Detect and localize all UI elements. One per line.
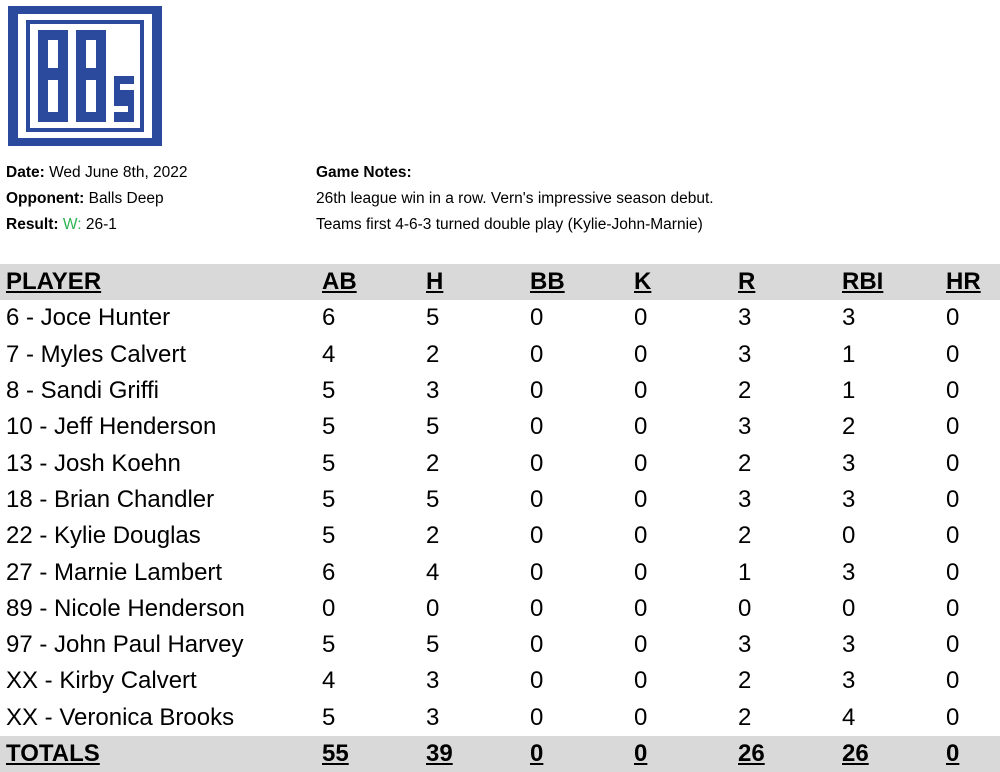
game-info bbox=[6, 160, 188, 238]
cell-hr: 0 bbox=[946, 522, 960, 550]
cell-bb: 0 bbox=[530, 558, 544, 586]
cell-ab: 5 bbox=[322, 377, 336, 405]
cell-player: 22 - Kylie Douglas bbox=[6, 522, 201, 550]
header-k: K bbox=[628, 264, 732, 300]
table-row bbox=[0, 373, 1000, 409]
box-score-table bbox=[0, 264, 1000, 772]
cell-hr: 0 bbox=[946, 449, 960, 477]
cell-k: 0 bbox=[634, 594, 648, 622]
cell-ab: 5 bbox=[322, 703, 336, 731]
cell-player: 97 - John Paul Harvey bbox=[6, 631, 244, 659]
cell-h: 2 bbox=[426, 522, 440, 550]
cell-ab: 55 bbox=[316, 736, 420, 772]
cell-ab: 5 bbox=[322, 522, 336, 550]
cell-bb: 0 bbox=[530, 485, 544, 513]
cell-rbi: 3 bbox=[842, 485, 856, 513]
cell-h: 3 bbox=[426, 667, 440, 695]
table-row bbox=[0, 518, 1000, 554]
cell-rbi: 3 bbox=[842, 304, 856, 332]
cell-k: 0 bbox=[634, 667, 648, 695]
opponent-line bbox=[6, 186, 188, 212]
cell-r: 2 bbox=[738, 522, 752, 550]
cell-bb: 0 bbox=[530, 631, 544, 659]
cell-player: 8 - Sandi Griffi bbox=[6, 377, 159, 405]
table-row bbox=[0, 300, 1000, 336]
table-row bbox=[0, 337, 1000, 373]
cell-r: 3 bbox=[738, 413, 752, 441]
cell-r: 0 bbox=[738, 594, 752, 622]
cell-k: 0 bbox=[634, 340, 648, 368]
cell-player: XX - Kirby Calvert bbox=[6, 667, 197, 695]
cell-r: 2 bbox=[738, 449, 752, 477]
cell-rbi: 1 bbox=[842, 340, 856, 368]
cell-r: 26 bbox=[732, 736, 836, 772]
cell-rbi: 3 bbox=[842, 631, 856, 659]
cell-bb: 0 bbox=[530, 340, 544, 368]
cell-k: 0 bbox=[628, 736, 732, 772]
cell-bb: 0 bbox=[530, 594, 544, 622]
cell-bb: 0 bbox=[530, 522, 544, 550]
cell-ab: 5 bbox=[322, 631, 336, 659]
cell-ab: 5 bbox=[322, 485, 336, 513]
cell-hr: 0 bbox=[946, 667, 960, 695]
cell-h: 5 bbox=[426, 413, 440, 441]
cell-hr: 0 bbox=[946, 304, 960, 332]
cell-bb: 0 bbox=[524, 736, 628, 772]
cell-ab: 6 bbox=[322, 304, 336, 332]
cell-rbi: 0 bbox=[842, 522, 856, 550]
opponent-value: Balls Deep bbox=[88, 190, 164, 207]
cell-k: 0 bbox=[634, 485, 648, 513]
cell-player: 27 - Marnie Lambert bbox=[6, 558, 223, 586]
date-value: Wed June 8th, 2022 bbox=[49, 164, 188, 181]
cell-k: 0 bbox=[634, 631, 648, 659]
cell-player: 6 - Joce Hunter bbox=[6, 304, 171, 332]
cell-rbi: 3 bbox=[842, 558, 856, 586]
cell-player: 18 - Brian Chandler bbox=[6, 485, 215, 513]
cell-h: 39 bbox=[420, 736, 524, 772]
header-rbi: RBI bbox=[836, 264, 940, 300]
game-note-line: Teams first 4-6-3 turned double play (Kylie-John-Marnie) bbox=[316, 216, 703, 233]
cell-k: 0 bbox=[634, 558, 648, 586]
cell-ab: 5 bbox=[322, 413, 336, 441]
cell-bb: 0 bbox=[530, 703, 544, 731]
cell-h: 4 bbox=[426, 558, 440, 586]
cell-k: 0 bbox=[634, 413, 648, 441]
cell-player: 7 - Myles Calvert bbox=[6, 340, 187, 368]
cell-hr: 0 bbox=[946, 485, 960, 513]
cell-bb: 0 bbox=[530, 449, 544, 477]
cell-ab: 4 bbox=[322, 340, 336, 368]
cell-player: 13 - Josh Koehn bbox=[6, 449, 181, 477]
cell-rbi: 2 bbox=[842, 413, 856, 441]
cell-ab: 6 bbox=[322, 558, 336, 586]
cell-h: 5 bbox=[426, 304, 440, 332]
table-row bbox=[0, 627, 1000, 663]
cell-k: 0 bbox=[634, 449, 648, 477]
cell-rbi: 26 bbox=[836, 736, 940, 772]
cell-ab: 0 bbox=[322, 594, 336, 622]
cell-h: 3 bbox=[426, 703, 440, 731]
88s-logo-icon bbox=[8, 6, 162, 146]
game-notes bbox=[316, 160, 714, 238]
cell-ab: 4 bbox=[322, 667, 336, 695]
cell-h: 3 bbox=[426, 377, 440, 405]
cell-r: 2 bbox=[738, 667, 752, 695]
header-ab: AB bbox=[316, 264, 420, 300]
cell-player: TOTALS bbox=[0, 736, 316, 772]
table-row bbox=[0, 554, 1000, 590]
header-h: H bbox=[420, 264, 524, 300]
cell-k: 0 bbox=[634, 304, 648, 332]
cell-r: 3 bbox=[738, 485, 752, 513]
cell-player: 89 - Nicole Henderson bbox=[6, 594, 245, 622]
cell-k: 0 bbox=[634, 377, 648, 405]
header-r: R bbox=[732, 264, 836, 300]
result-score: 26-1 bbox=[85, 216, 117, 233]
cell-bb: 0 bbox=[530, 413, 544, 441]
cell-hr: 0 bbox=[946, 340, 960, 368]
result-line bbox=[6, 212, 188, 238]
cell-rbi: 3 bbox=[842, 449, 856, 477]
cell-rbi: 3 bbox=[842, 667, 856, 695]
table-row bbox=[0, 663, 1000, 699]
cell-bb: 0 bbox=[530, 377, 544, 405]
header-row bbox=[0, 264, 1000, 300]
cell-bb: 0 bbox=[530, 304, 544, 332]
cell-r: 2 bbox=[738, 377, 752, 405]
cell-r: 3 bbox=[738, 340, 752, 368]
cell-r: 3 bbox=[738, 304, 752, 332]
table-row bbox=[0, 482, 1000, 518]
cell-h: 5 bbox=[426, 485, 440, 513]
cell-hr: 0 bbox=[946, 703, 960, 731]
date-line bbox=[6, 160, 188, 186]
result-label: Result: bbox=[6, 216, 59, 233]
cell-h: 2 bbox=[426, 449, 440, 477]
cell-rbi: 1 bbox=[842, 377, 856, 405]
cell-r: 1 bbox=[738, 558, 752, 586]
cell-k: 0 bbox=[634, 522, 648, 550]
table-row bbox=[0, 591, 1000, 627]
cell-rbi: 0 bbox=[842, 594, 856, 622]
result-outcome: W: bbox=[62, 216, 82, 233]
cell-player: 10 - Jeff Henderson bbox=[6, 413, 217, 441]
team-logo bbox=[8, 6, 162, 146]
cell-rbi: 4 bbox=[842, 703, 856, 731]
cell-h: 0 bbox=[426, 594, 440, 622]
opponent-label: Opponent: bbox=[6, 190, 85, 207]
game-note-line: 26th league win in a row. Vern's impressive season debut. bbox=[316, 190, 714, 207]
cell-hr: 0 bbox=[946, 558, 960, 586]
header-hr: HR bbox=[940, 264, 1000, 300]
cell-player: XX - Veronica Brooks bbox=[6, 703, 235, 731]
cell-hr: 0 bbox=[946, 413, 960, 441]
cell-hr: 0 bbox=[946, 377, 960, 405]
cell-bb: 0 bbox=[530, 667, 544, 695]
table-row bbox=[0, 445, 1000, 481]
cell-hr: 0 bbox=[946, 631, 960, 659]
header-bb: BB bbox=[524, 264, 628, 300]
table-row bbox=[0, 409, 1000, 445]
table-row bbox=[0, 700, 1000, 736]
cell-hr: 0 bbox=[946, 594, 960, 622]
cell-h: 2 bbox=[426, 340, 440, 368]
totals-row bbox=[0, 736, 1000, 772]
cell-k: 0 bbox=[634, 703, 648, 731]
cell-hr: 0 bbox=[940, 736, 1000, 772]
cell-r: 3 bbox=[738, 631, 752, 659]
cell-r: 2 bbox=[738, 703, 752, 731]
cell-ab: 5 bbox=[322, 449, 336, 477]
game-notes-label: Game Notes: bbox=[316, 164, 412, 181]
cell-h: 5 bbox=[426, 631, 440, 659]
header-player: PLAYER bbox=[0, 264, 316, 300]
date-label: Date: bbox=[6, 164, 45, 181]
